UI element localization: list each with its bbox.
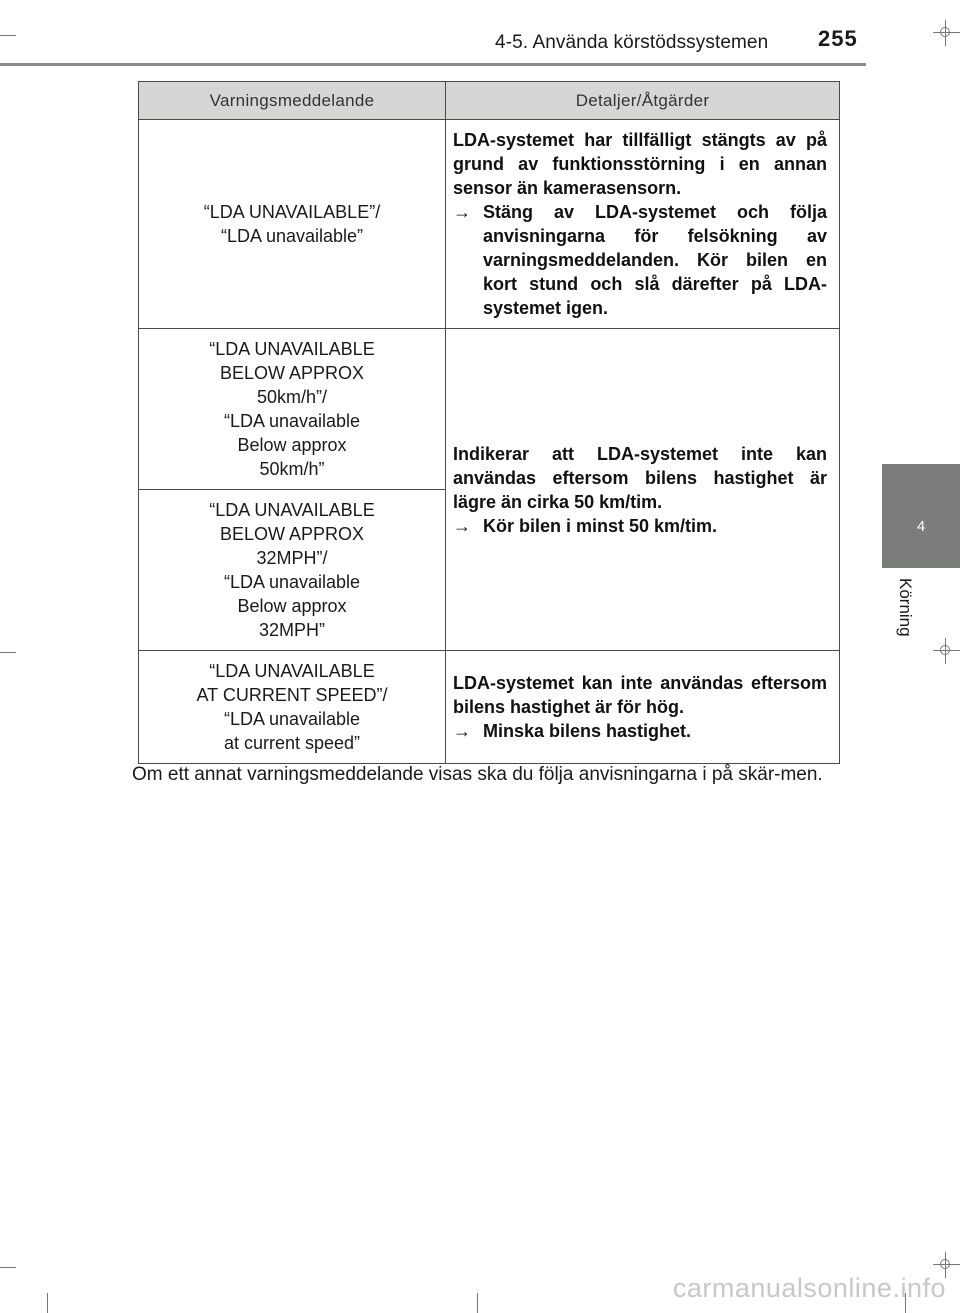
action-item <box>453 719 827 743</box>
message-line: “LDA unavailable” <box>220 226 364 246</box>
warning-message-cell <box>139 490 446 651</box>
table-row <box>139 329 840 490</box>
watermark-text: carmanualsonline.info <box>672 1273 946 1303</box>
chapter-label-text: Körning <box>896 578 915 637</box>
message-line: BELOW APPROX <box>219 363 365 383</box>
arrow-right-icon: → <box>453 721 471 741</box>
message-line: “LDA UNAVAILABLE <box>209 500 375 520</box>
warning-message-cell <box>139 120 446 329</box>
column-header-message: Varningsmeddelande <box>139 82 446 120</box>
message-line: “LDA unavailable <box>223 709 361 729</box>
message-line: 50km/h”/ <box>256 387 328 407</box>
warning-message-table <box>138 81 840 764</box>
table-row <box>139 651 840 764</box>
chapter-number: 4 <box>916 518 926 535</box>
message-line: 32MPH” <box>258 620 325 640</box>
detail-text: Indikerar att LDA-systemet inte kan användas eftersom bilens hastighet är lägre än cirka 50 km/tim. <box>453 443 827 512</box>
warning-message-cell <box>139 651 446 764</box>
details-cell <box>446 651 840 764</box>
detail-text: LDA-systemet har tillfälligt stängts av på grund av funktionsstörning i en annan sensor än kamerasensorn. <box>453 130 827 198</box>
details-cell-merged <box>446 329 840 651</box>
crop-mark <box>0 652 16 653</box>
detail-text: LDA-systemet kan inte användas eftersom bilens hastighet är för hög. <box>453 673 827 717</box>
column-header-details: Detaljer/Åtgärder <box>446 82 840 120</box>
message-line: BELOW APPROX <box>219 524 365 544</box>
table-header-row <box>139 82 840 120</box>
chapter-label <box>896 578 915 652</box>
message-line: “LDA unavailable <box>223 572 361 592</box>
registration-mark <box>940 645 950 655</box>
message-line: “LDA UNAVAILABLE <box>209 661 375 681</box>
message-line: Below approx <box>237 596 347 616</box>
header-rule <box>0 63 866 66</box>
table-row <box>139 120 840 329</box>
message-line: 32MPH”/ <box>256 548 328 568</box>
message-line: Below approx <box>237 435 347 455</box>
crop-mark <box>0 35 16 36</box>
chapter-tab <box>882 464 960 568</box>
watermark <box>0 1273 960 1313</box>
message-line: “LDA unavailable <box>223 411 361 431</box>
message-line: “LDA UNAVAILABLE”/ <box>203 202 381 222</box>
message-line: at current speed” <box>223 733 361 753</box>
details-cell <box>446 120 840 329</box>
footnote-paragraph: Om ett annat varningsmeddelande visas ska du följa anvisningarna i på skär-men. <box>132 764 823 785</box>
action-text: Stäng av LDA-systemet och följa anvisningarna för felsökning av varningsmeddelanden. Kör bilen en kort stund och slå därefter på LDA-systemet igen. <box>483 202 827 318</box>
action-item <box>453 514 827 538</box>
action-item <box>453 200 827 320</box>
registration-mark <box>940 27 950 37</box>
crop-mark <box>0 1267 16 1268</box>
action-text: Minska bilens hastighet. <box>483 721 692 741</box>
action-text: Kör bilen i minst 50 km/tim. <box>483 515 718 536</box>
message-line: AT CURRENT SPEED”/ <box>196 685 388 705</box>
section-title: 4-5. Använda körstödssystemen <box>495 32 769 53</box>
warning-message-cell <box>139 329 446 490</box>
message-line: “LDA UNAVAILABLE <box>209 339 375 359</box>
message-line: 50km/h” <box>259 459 325 479</box>
arrow-right-icon: → <box>453 202 471 222</box>
page-number: 255 <box>818 26 858 51</box>
arrow-right-icon: → <box>453 515 471 536</box>
registration-mark <box>940 1259 950 1269</box>
